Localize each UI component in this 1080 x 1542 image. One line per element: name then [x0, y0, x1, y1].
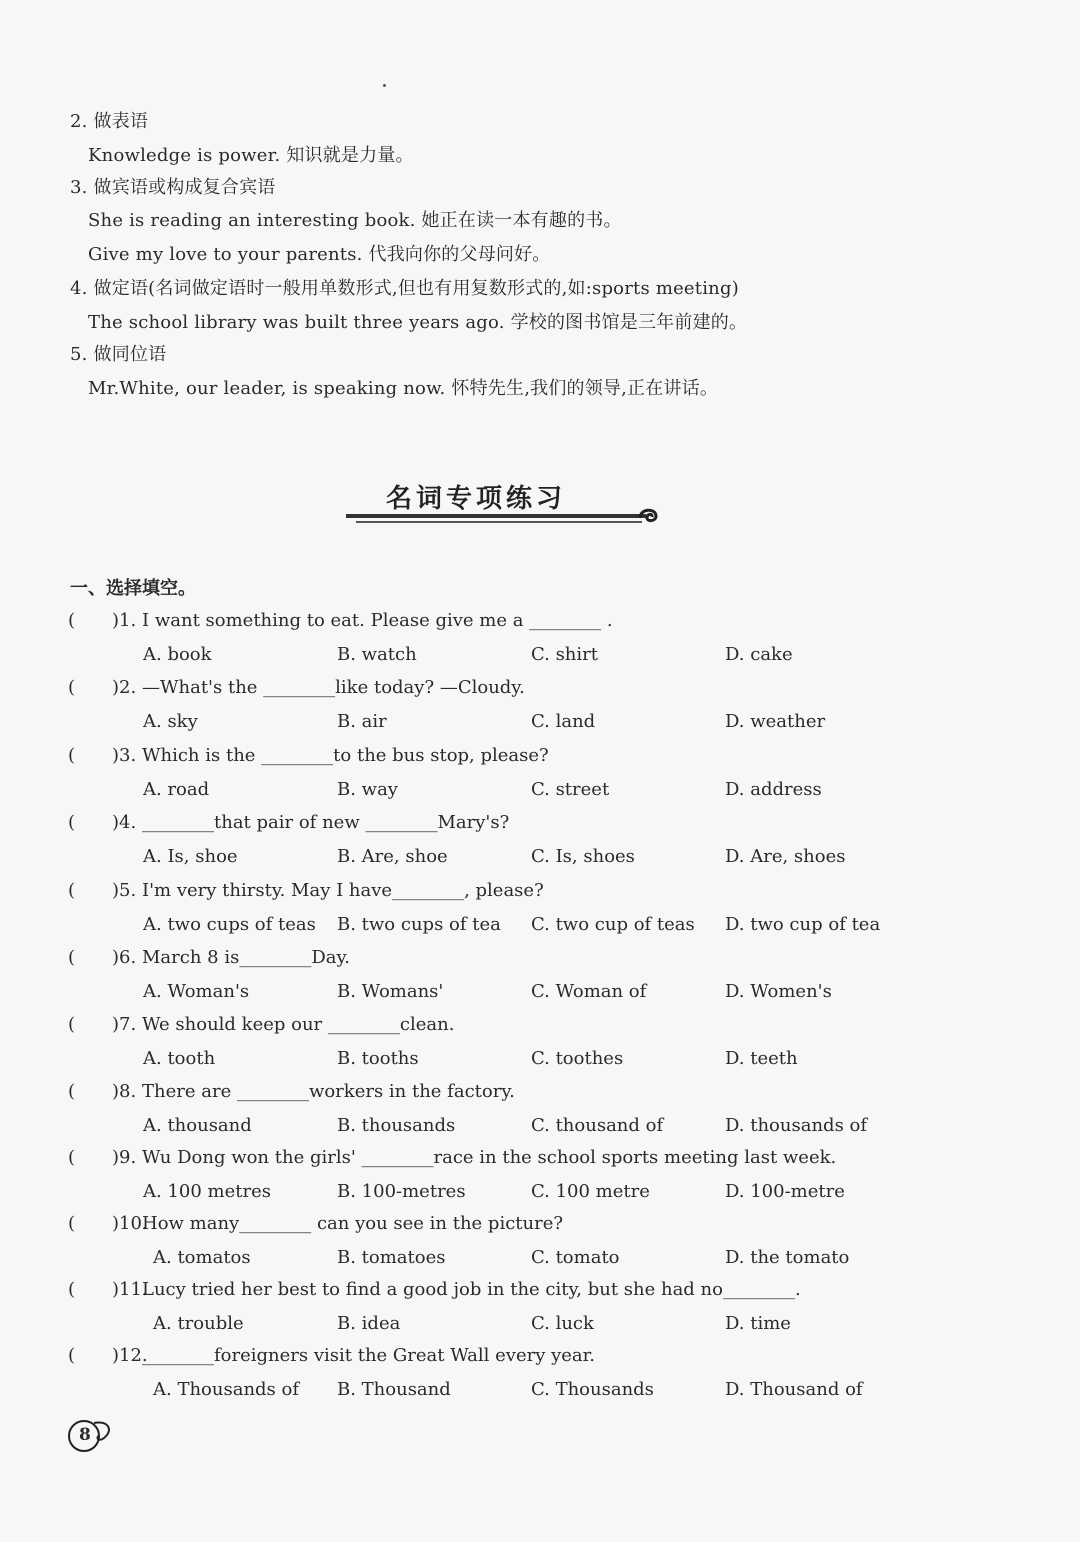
- grammar-item-5-heading: 5. 做同位语: [70, 344, 167, 365]
- question-item: [68, 947, 1048, 1013]
- question-item: [68, 745, 1048, 811]
- question-stem: I want something to eat. Please give me a ________ .: [142, 610, 613, 631]
- answer-paren[interactable]: (: [68, 880, 76, 901]
- grammar-item-2-heading: 2. 做表语: [70, 111, 149, 132]
- question-number: )7.: [112, 1014, 137, 1035]
- option-b[interactable]: B. way: [337, 779, 398, 800]
- option-c[interactable]: C. 100 metre: [531, 1181, 650, 1202]
- option-d[interactable]: D. Thousand of: [725, 1379, 863, 1400]
- question-item: [68, 1147, 1048, 1213]
- option-c[interactable]: C. tomato: [531, 1247, 620, 1268]
- question-stem: —What's the ________like today? —Cloudy.: [142, 677, 525, 698]
- option-c[interactable]: C. thousand of: [531, 1115, 664, 1136]
- option-b[interactable]: B. Are, shoe: [337, 846, 448, 867]
- option-d[interactable]: D. 100-metre: [725, 1181, 845, 1202]
- answer-paren[interactable]: (: [68, 1147, 76, 1168]
- answer-paren[interactable]: (: [68, 1014, 76, 1035]
- grammar-item-3-heading: 3. 做宾语或构成复合宾语: [70, 177, 276, 198]
- grammar-item-5-example: Mr.White, our leader, is speaking now. 怀特先生,我们的领导,正在讲话。: [88, 378, 719, 399]
- option-a[interactable]: A. Is, shoe: [143, 846, 238, 867]
- answer-paren[interactable]: (: [68, 947, 76, 968]
- option-a[interactable]: A. sky: [143, 711, 198, 732]
- answer-paren[interactable]: (: [68, 1345, 76, 1366]
- option-d[interactable]: D. weather: [725, 711, 826, 732]
- option-c[interactable]: C. Is, shoes: [531, 846, 635, 867]
- question-item: [68, 1213, 1048, 1279]
- option-d[interactable]: D. two cup of tea: [725, 914, 881, 935]
- question-number: )4.: [112, 812, 137, 833]
- grammar-item-3-example-1: She is reading an interesting book. 她正在读一本有趣的书。: [88, 210, 622, 231]
- option-d[interactable]: D. thousands of: [725, 1115, 868, 1136]
- exercise-heading: 一、选择填空。: [70, 578, 196, 599]
- question-number: )1.: [112, 610, 137, 631]
- scan-speck: [383, 84, 386, 87]
- question-item: [68, 812, 1048, 878]
- question-number: )6.: [112, 947, 137, 968]
- question-stem: ________foreigners visit the Great Wall every year.: [142, 1345, 596, 1366]
- answer-paren[interactable]: (: [68, 745, 76, 766]
- question-number: )8.: [112, 1081, 137, 1102]
- option-b[interactable]: B. air: [337, 711, 387, 732]
- option-b[interactable]: B. 100-metres: [337, 1181, 466, 1202]
- option-c[interactable]: C. shirt: [531, 644, 598, 665]
- grammar-item-4-example: The school library was built three years ago. 学校的图书馆是三年前建的。: [88, 312, 748, 333]
- question-item: [68, 1014, 1048, 1080]
- option-a[interactable]: A. tooth: [143, 1048, 216, 1069]
- option-a[interactable]: A. road: [143, 779, 210, 800]
- option-d[interactable]: D. address: [725, 779, 822, 800]
- option-c[interactable]: C. Thousands: [531, 1379, 654, 1400]
- question-stem: ________that pair of new ________Mary's?: [142, 812, 510, 833]
- question-number: )2.: [112, 677, 137, 698]
- answer-paren[interactable]: (: [68, 1279, 76, 1300]
- option-a[interactable]: A. 100 metres: [143, 1181, 271, 1202]
- option-d[interactable]: D. Women's: [725, 981, 832, 1002]
- option-a[interactable]: A. Woman's: [143, 981, 250, 1002]
- question-number: )3.: [112, 745, 137, 766]
- option-b[interactable]: B. thousands: [337, 1115, 456, 1136]
- question-stem: We should keep our ________clean.: [142, 1014, 455, 1035]
- question-stem: I'm very thirsty. May I have________, please?: [142, 880, 544, 901]
- answer-paren[interactable]: (: [68, 610, 76, 631]
- answer-paren[interactable]: (: [68, 812, 76, 833]
- answer-paren[interactable]: (: [68, 677, 76, 698]
- grammar-item-3-example-2: Give my love to your parents. 代我向你的父母问好。: [88, 244, 551, 265]
- option-a[interactable]: A. trouble: [153, 1313, 244, 1334]
- option-c[interactable]: C. luck: [531, 1313, 594, 1334]
- answer-paren[interactable]: (: [68, 1081, 76, 1102]
- question-item: [68, 880, 1048, 946]
- option-c[interactable]: C. land: [531, 711, 596, 732]
- option-b[interactable]: B. tooths: [337, 1048, 419, 1069]
- question-stem: Which is the ________to the bus stop, please?: [142, 745, 549, 766]
- question-number: )9.: [112, 1147, 137, 1168]
- question-number: )12.: [112, 1345, 148, 1366]
- option-d[interactable]: D. time: [725, 1313, 791, 1334]
- title-underline: [346, 514, 646, 518]
- option-a[interactable]: A. book: [143, 644, 212, 665]
- question-number: )5.: [112, 880, 137, 901]
- section-title: 名词专项练习: [386, 484, 567, 514]
- grammar-item-2-example: Knowledge is power. 知识就是力量。: [88, 145, 414, 166]
- question-number: )11.: [112, 1279, 148, 1300]
- question-item: [68, 677, 1048, 743]
- question-item: [68, 610, 1048, 676]
- option-c[interactable]: C. street: [531, 779, 610, 800]
- option-a[interactable]: A. two cups of teas: [143, 914, 316, 935]
- option-c[interactable]: C. Woman of: [531, 981, 647, 1002]
- question-stem: There are ________workers in the factory.: [142, 1081, 515, 1102]
- question-item: [68, 1279, 1048, 1345]
- option-d[interactable]: D. teeth: [725, 1048, 798, 1069]
- option-a[interactable]: A. Thousands of: [153, 1379, 300, 1400]
- swirl-ornament-icon: [636, 498, 662, 526]
- question-stem: Lucy tried her best to find a good job in the city, but she had no________.: [142, 1279, 801, 1300]
- question-item: [68, 1081, 1048, 1147]
- option-d[interactable]: D. Are, shoes: [725, 846, 846, 867]
- question-stem: Wu Dong won the girls' ________race in the school sports meeting last week.: [142, 1147, 837, 1168]
- question-number: )10.: [112, 1213, 148, 1234]
- option-d[interactable]: D. the tomato: [725, 1247, 850, 1268]
- title-underline-thin: [356, 521, 642, 523]
- option-a[interactable]: A. tomatos: [153, 1247, 251, 1268]
- option-a[interactable]: A. thousand: [143, 1115, 252, 1136]
- option-b[interactable]: B. Thousand: [337, 1379, 451, 1400]
- question-item: [68, 1345, 1048, 1411]
- question-stem: How many________ can you see in the picture?: [142, 1213, 564, 1234]
- option-b[interactable]: B. Womans': [337, 981, 444, 1002]
- option-c[interactable]: C. toothes: [531, 1048, 624, 1069]
- option-b[interactable]: B. tomatoes: [337, 1247, 446, 1268]
- section-title-banner: [340, 476, 670, 536]
- page-number: 8: [79, 1425, 91, 1445]
- option-b[interactable]: B. idea: [337, 1313, 401, 1334]
- option-d[interactable]: D. cake: [725, 644, 793, 665]
- option-b[interactable]: B. two cups of tea: [337, 914, 501, 935]
- answer-paren[interactable]: (: [68, 1213, 76, 1234]
- option-b[interactable]: B. watch: [337, 644, 417, 665]
- option-c[interactable]: C. two cup of teas: [531, 914, 695, 935]
- question-stem: March 8 is________Day.: [142, 947, 350, 968]
- grammar-item-4-heading: 4. 做定语(名词做定语时一般用单数形式,但也有用复数形式的,如:sports meeting): [70, 278, 739, 299]
